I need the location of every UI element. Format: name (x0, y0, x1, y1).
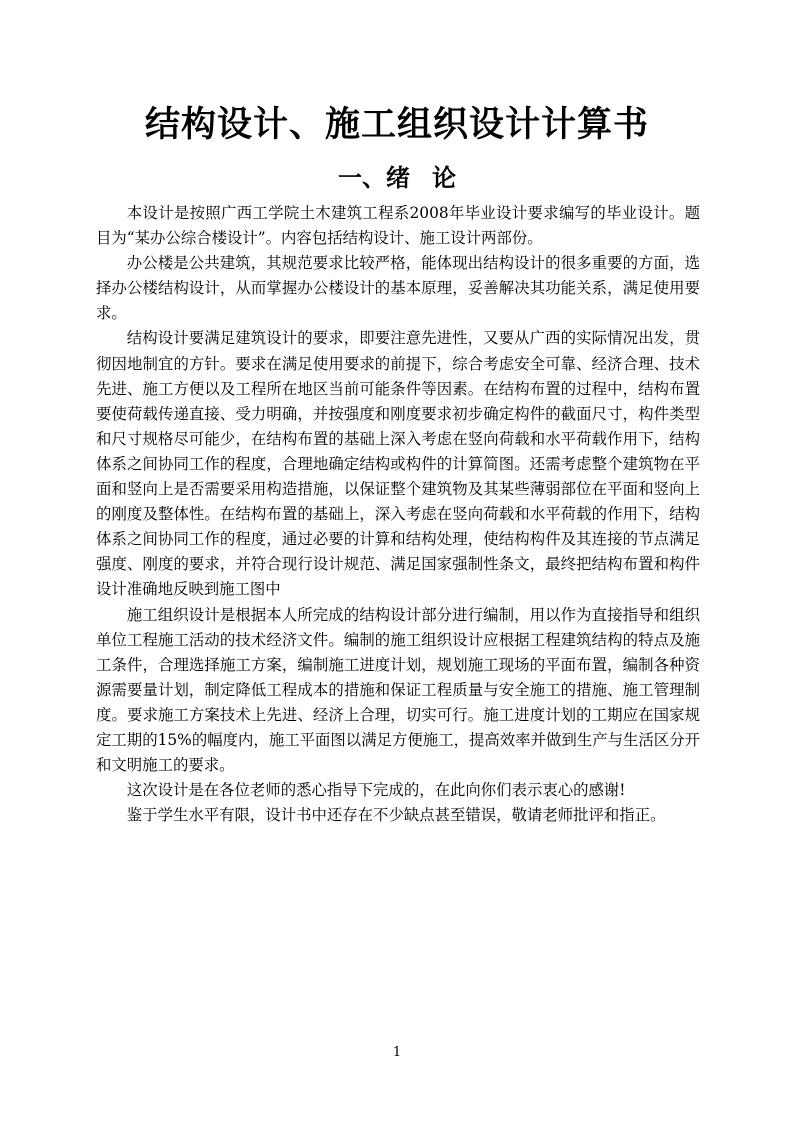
paragraph-disclaimer: 鉴于学生水平有限，设计书中还存在不少缺点甚至错误，敬请老师批评和指正。 (126, 806, 666, 825)
paragraph-structural-design: 结构设计要满足建筑设计的要求，即要注意先进性，又要从广西的实际情况出发，贯彻因地制宜的方针。要求在满足使用要求的前提下，综合考虑安全可靠、经济合理、技术先进、施工方便以及工程所在地区当前可能条件等因素。在结构布置的过程中，结构布置要使荷载传递直接、受力明确，并按强度和刚度要求初步确定构件的截面尺寸，构件类型和尺寸规格尽可能少，在结构布置的基础上深入考虑在竖向荷载和水平荷载作用下，结构体系之间协同工作的程度，合理地确定结构或构件的计算简图。还需考虑整个建筑物在平面和竖向上是否需要采用构造措施，以保证整个建筑物及其某些薄弱部位在平面和竖向上的刚度及整体性。在结构布置的基础上，深入考虑在竖向荷载和水平荷载的作用下，结构体系之间协同工作的程度，通过必要的计算和结构处理，使结构构件及其连接的节点满足强度、刚度的要求，并符合现行设计规范、满足国家强制性条文，最终把结构布置和构件设计准确地反映到施工图中 (96, 329, 700, 599)
paragraph-intro: 本设计是按照广西工学院土木建筑工程系2008年毕业设计要求编写的毕业设计。题目为“某办公综合楼设计”。内容包括结构设计、施工设计两部份。 (96, 204, 700, 248)
paragraph-office-building: 办公楼是公共建筑，其规范要求比较严格，能体现出结构设计的很多重要的方面，选择办公楼结构设计，从而掌握办公楼设计的基本原理，妥善解决其功能关系，满足使用要求。 (96, 254, 700, 323)
paragraph-thanks: 这次设计是在各位老师的悉心指导下完成的，在此向你们表示衷心的感谢! (126, 781, 626, 800)
body-text (96, 201, 700, 828)
page-number: 1 (392, 1045, 402, 1060)
document-title: 结构设计、施工组织设计计算书 (144, 104, 649, 145)
paragraph-construction-organization: 施工组织设计是根据本人所完成的结构设计部分进行编制，用以作为直接指导和组织单位工程施工活动的技术经济文件。编制的施工组织设计应根据工程建筑结构的特点及施工条件，合理选择施工方案，编制施工进度计划，规划施工现场的平面布置，编制各种资源需要量计划，制定降低工程成本的措施和保证工程质量与安全施工的措施、施工管理制度。要求施工方案技术上先进、经济上合理，切实可行。施工进度计划的工期应在国家规定工期的15%的幅度内，施工平面图以满足方便施工，提高效率并做到生产与生活区分开和文明施工的要求。 (96, 605, 700, 775)
section-heading (0, 160, 794, 196)
section-title-char-1: 绪 (386, 163, 410, 192)
section-title-char-2: 论 (432, 163, 456, 192)
section-number: 一、 (338, 163, 386, 192)
